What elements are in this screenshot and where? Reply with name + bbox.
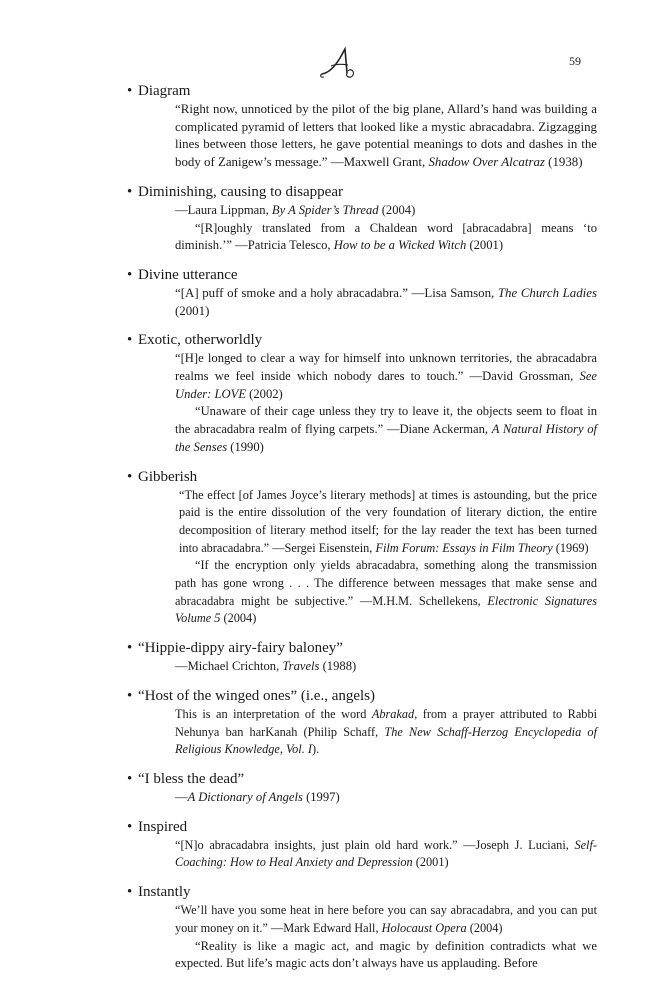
bullet-icon: •: [127, 640, 133, 657]
quote-text: “Unaware of their cage unless they try to leave it, the objects seem to float in the abracadabra realm of flying carpets.” —Diane Ackerman,: [175, 404, 597, 437]
bullet-icon: •: [127, 332, 133, 349]
quote-text: “[H]e longed to clear a way for himself into unknown territories, the abracadabra realms we feel inside which nobody dares to touch.” —David Grossman,: [175, 351, 597, 384]
entry: [127, 468, 597, 629]
quote-text: (2004): [378, 202, 416, 217]
bullet-icon: •: [127, 83, 133, 99]
bullet-icon: •: [127, 770, 133, 787]
quote-text: “Reality is like a magic act, and magic by definition contradicts what we expected. But life’s magic acts don’t always have us applauding. Before: [175, 938, 597, 971]
entry-list: [127, 82, 597, 984]
source-title: See Under: LOVE: [175, 369, 597, 401]
entry: [127, 266, 597, 320]
entry-heading-text: “I bless the dead”: [138, 770, 245, 787]
entry-heading: [127, 468, 597, 487]
entry-heading: [127, 82, 597, 101]
quote-paragraph: [175, 902, 597, 937]
quote-paragraph: [175, 202, 597, 220]
quote-text: “We’ll have you some heat in here before you can say abracadabra, and you can put your money on it.” —Mark Edward Hall,: [175, 903, 597, 935]
quote-text: (1997): [302, 789, 340, 804]
quote-text: (1990): [227, 439, 264, 454]
entry: [127, 687, 597, 759]
quote-continuation: [175, 938, 597, 973]
source-title: A Natural History of the Senses: [175, 422, 598, 454]
quote-paragraph: [175, 285, 597, 320]
source-title: Holocaust Opera: [381, 920, 467, 935]
bullet-icon: •: [127, 266, 133, 283]
source-title: Abrakad: [371, 706, 415, 721]
entry-heading: [127, 639, 597, 658]
quote-text: “If the encryption only yields abracadabra, something along the transmission path has gone wrong . . . The difference between messages that make sense and abracadabra might be subjective.” —M.H.M. Schellekens,: [175, 558, 597, 608]
entry-heading-text: Diminishing, causing to disappear: [138, 183, 343, 200]
entry: [127, 331, 597, 456]
entry-heading: [127, 266, 597, 285]
quote-text: “[R]oughly translated from a Chaldean word [abracadabra] means ‘to diminish.’” —Patricia Telesco,: [175, 220, 597, 253]
entry-heading: [127, 183, 597, 202]
source-title: How to be a Wicked Witch: [333, 238, 467, 253]
entry-heading-text: Divine utterance: [138, 266, 238, 283]
source-title: Electronic Signatures Volume 5: [175, 593, 598, 626]
bullet-icon: •: [127, 687, 133, 704]
bullet-icon: •: [127, 818, 133, 835]
source-title: Shadow Over Alcatraz: [428, 155, 545, 170]
entry-heading-text: Inspired: [138, 818, 188, 835]
page-number: 59: [569, 54, 581, 68]
quote-text: (2001): [412, 855, 449, 870]
quote-continuation: [175, 403, 597, 456]
quote-text: (1988): [319, 659, 357, 674]
quote-text: (2001): [175, 303, 210, 318]
quote-text: (2004): [220, 611, 257, 626]
quote-paragraph: [175, 350, 597, 403]
source-title: Film Forum: Essays in Film Theory: [375, 540, 553, 555]
quote-text: “Right now, unnoticed by the pilot of the big plane, Allard’s hand was building a complicated pyramid of letters that looked like a mystic abracadabra. Zigzagging lines between those letters, he gave potential meanings to dots and dashes in the body of Zanigew’s message.” —Maxwell Grant,: [175, 102, 597, 170]
entry-heading-text: Diagram: [138, 83, 191, 99]
source-title: The New Schaff-Herzog Encyclopedia of Religious Knowledge, Vol. I: [175, 724, 597, 757]
quote-text: ).: [311, 742, 320, 757]
quote-text: (1938): [544, 155, 583, 170]
quote-continuation: [175, 557, 597, 628]
quote-text: (1969): [552, 540, 589, 555]
source-title: By A Spider’s Thread: [271, 202, 379, 217]
entry-heading: [127, 818, 597, 837]
entry-heading-text: Instantly: [138, 884, 191, 901]
entry-heading: [127, 770, 597, 789]
entry-heading-text: Exotic, otherworldly: [138, 332, 263, 349]
entry: [127, 883, 597, 973]
quote-text: —Michael Crichton,: [175, 659, 283, 674]
entry-heading-text: Gibberish: [138, 468, 198, 485]
entry-heading-text: “Host of the winged ones” (i.e., angels): [138, 687, 376, 704]
quote-paragraph: [175, 789, 597, 807]
entry: [127, 639, 597, 676]
bullet-icon: •: [127, 468, 133, 485]
bullet-icon: •: [127, 884, 133, 901]
quote-paragraph: [175, 837, 597, 872]
quote-paragraph: [175, 101, 597, 172]
quote-text: (2001): [466, 238, 504, 253]
source-title: A Dictionary of Angels: [187, 789, 303, 804]
quote-text: “[A] puff of smoke and a holy abracadabra.” —Lisa Samson,: [175, 285, 498, 300]
quote-text: (2004): [466, 920, 503, 935]
source-title: The Church Ladies: [497, 285, 597, 300]
entry: [127, 82, 597, 172]
quote-paragraph: [175, 487, 597, 558]
quote-paragraph: [175, 658, 597, 676]
ornamental-letter-a-icon: [318, 46, 360, 80]
entry-heading-text: “Hippie-dippy airy-fairy baloney”: [138, 640, 343, 657]
entry: [127, 818, 597, 872]
entry: [127, 770, 597, 807]
source-title: Travels: [282, 659, 320, 674]
entry-heading: [127, 331, 597, 350]
quote-text: This is an interpretation of the word: [175, 706, 372, 721]
quote-text: “[N]o abracadabra insights, just plain old hard work.” —Joseph J. Luciani,: [175, 837, 575, 852]
quote-text: —: [175, 789, 188, 804]
entry-heading: [127, 687, 597, 706]
quote-paragraph: [175, 706, 597, 759]
quote-continuation: [175, 220, 597, 255]
quote-text: (2002): [246, 386, 283, 401]
quote-text: —Laura Lippman,: [175, 202, 272, 217]
source-title: Self-Coaching: How to Heal Anxiety and Depression: [175, 837, 597, 870]
bullet-icon: •: [127, 183, 133, 200]
quote-text: “The effect [of James Joyce’s literary methods] at times is astounding, but the price paid is the entire dissolution of the very foundation of literary diction, the entire decomposition of literary method itself; for the lay reader the text has been turned into abracadabra.” —Sergei Eisenstein,: [179, 487, 597, 555]
entry: [127, 183, 597, 255]
quote-text: , from a prayer attributed to Rabbi Nehunya ban harKanah (Philip Schaff,: [175, 706, 598, 739]
entry-heading: [127, 883, 597, 902]
